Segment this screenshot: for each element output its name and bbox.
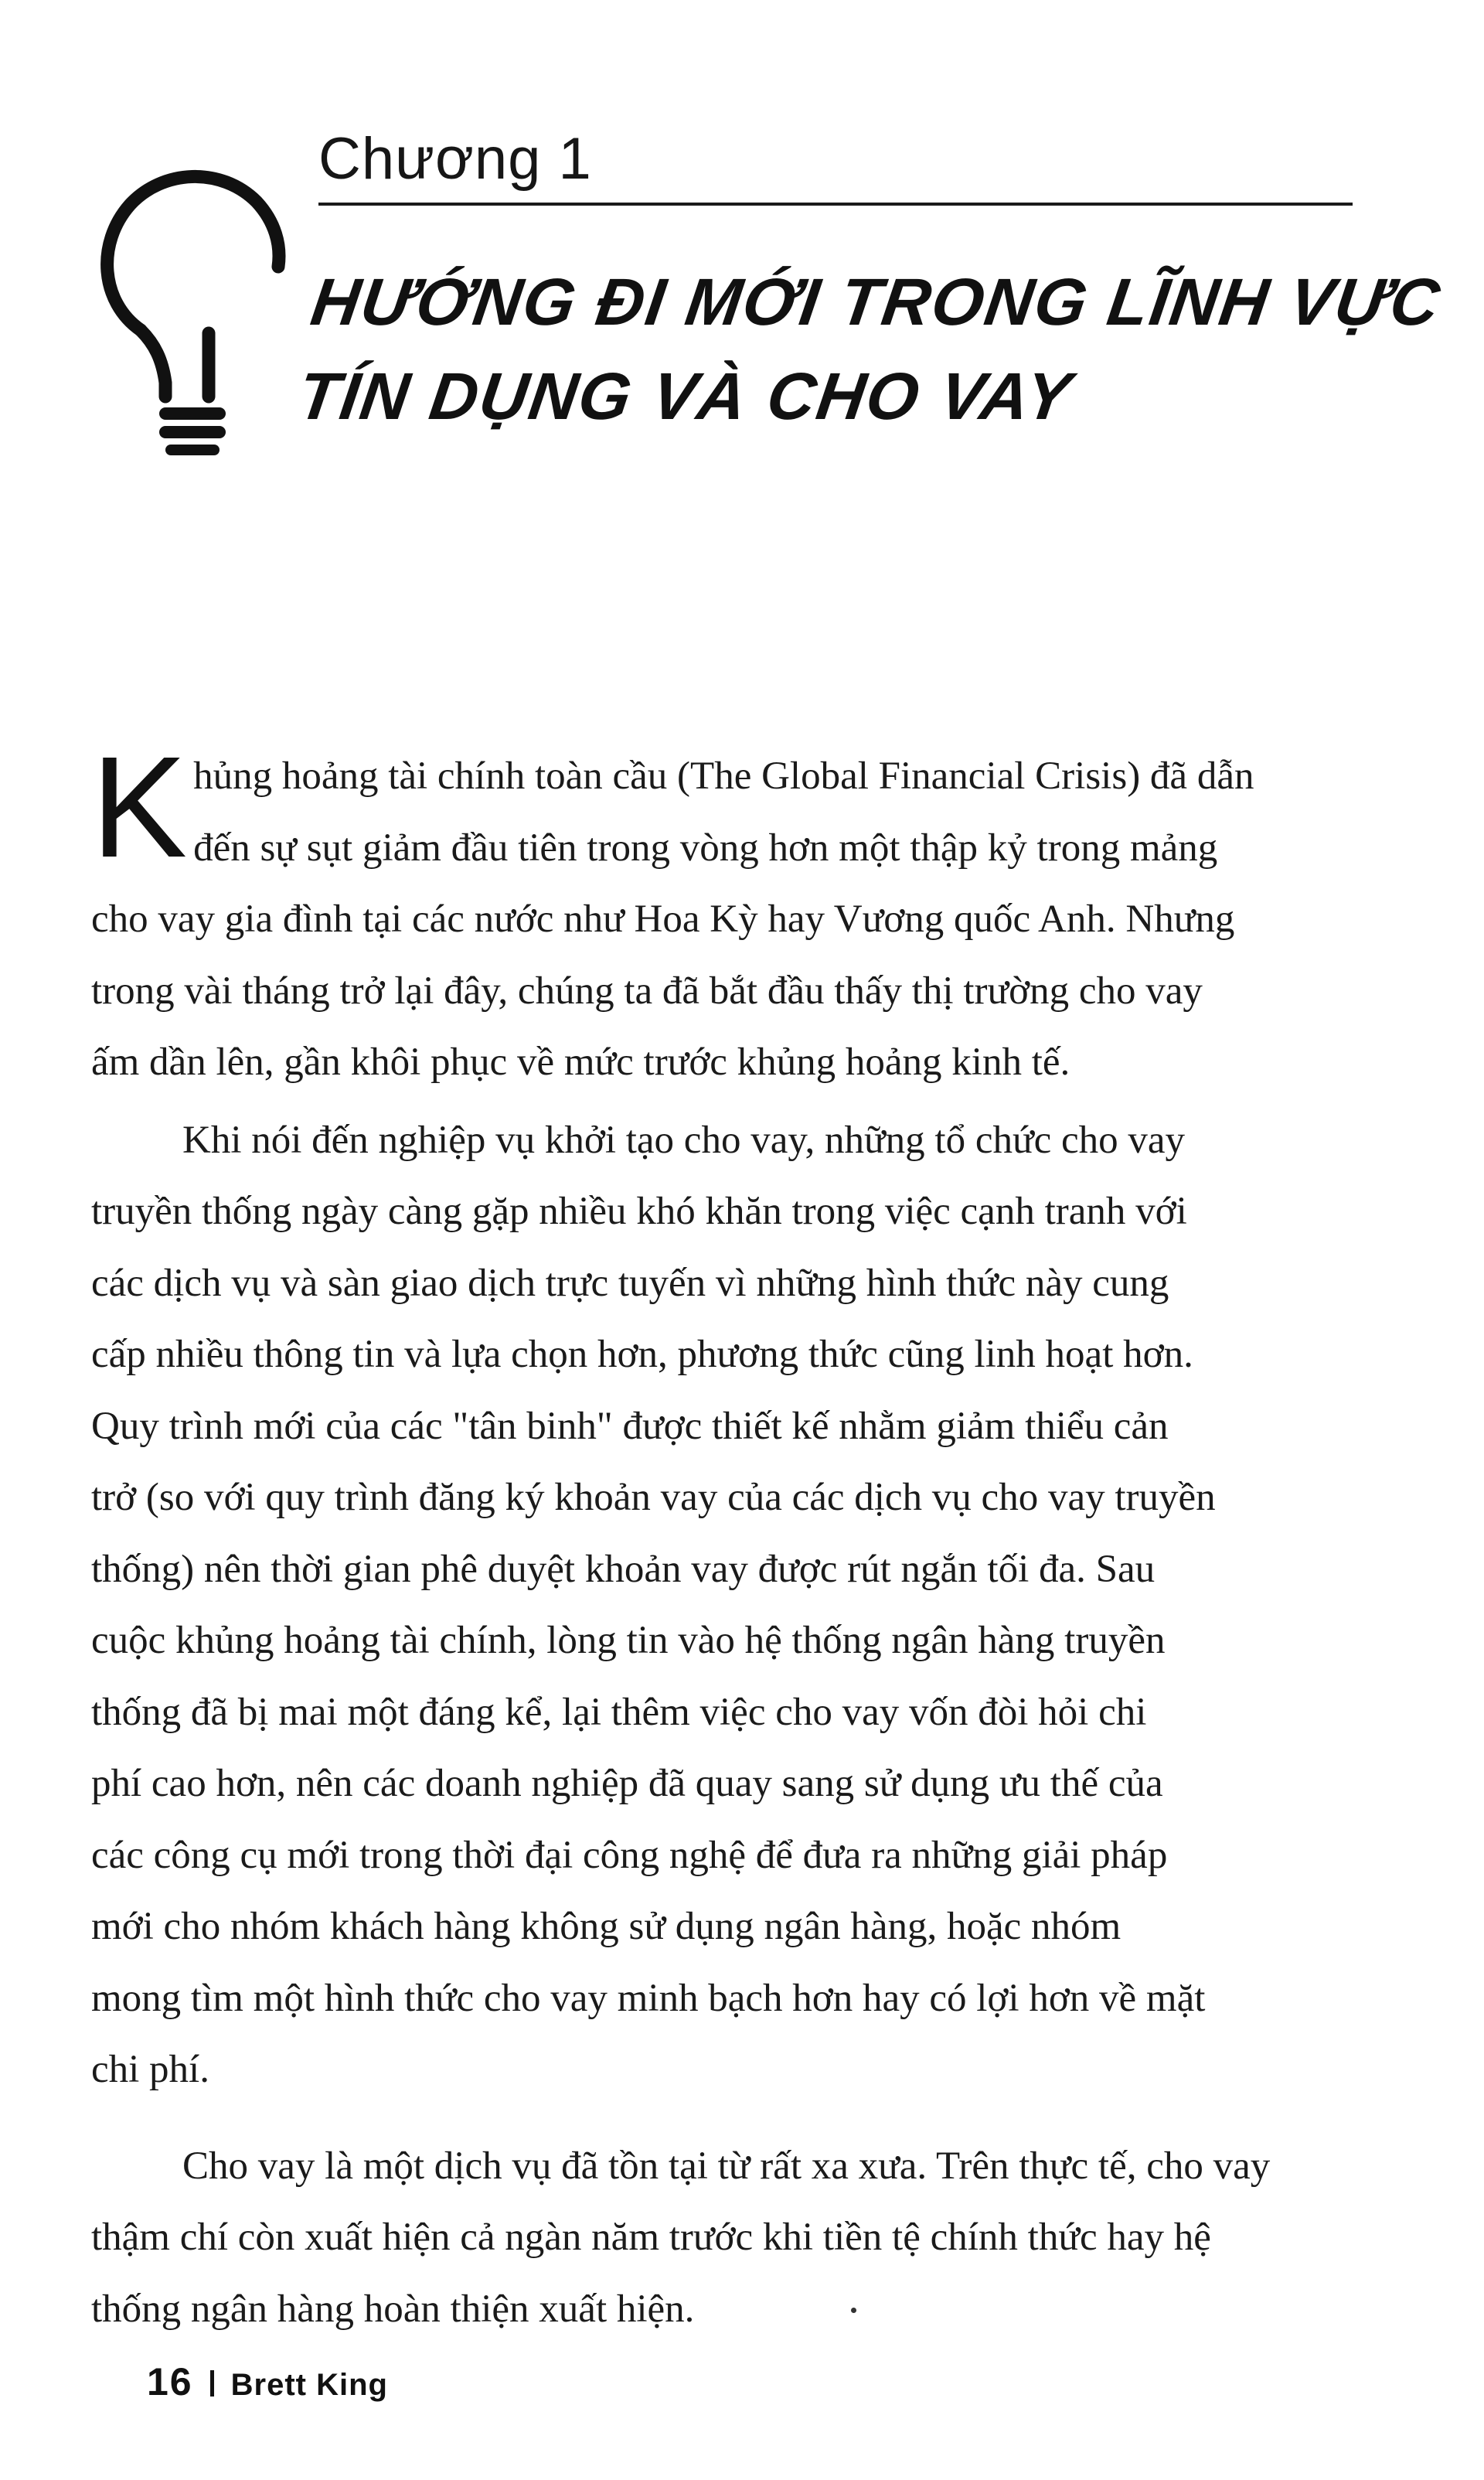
page-number: 16 [147,2360,193,2403]
chapter-title-line-2: TÍN DỤNG VÀ CHO VAY [293,359,1077,434]
paragraph-3-line: thậm chí còn xuất hiện cả ngàn năm trước khi tiền tệ chính thức hay hệ [91,2216,1211,2259]
paragraph-2-line: mong tìm một hình thức cho vay minh bạch hơn hay có lợi hơn về mặt [91,1976,1206,2020]
paragraph-3-line: Cho vay là một dịch vụ đã tồn tại từ rất xa xưa. Trên thực tế, cho vay [182,2144,1271,2188]
paragraph-2-line: trở (so với quy trình đăng ký khoản vay của các dịch vụ cho vay truyền [91,1476,1216,1519]
paragraph-1-line: đến sự sụt giảm đầu tiên trong vòng hơn một thập kỷ trong mảng [193,826,1218,870]
paragraph-2-line: thống) nên thời gian phê duyệt khoản vay được rút ngắn tối đa. Sau [91,1547,1156,1591]
running-author: Brett King [230,2368,388,2402]
paragraph-2-line: các công cụ mới trong thời đại công nghệ để đưa ra những giải pháp [91,1833,1168,1877]
paragraph-2-line: các dịch vụ và sàn giao dịch trực tuyến vì những hình thức này cung [91,1261,1169,1305]
chapter-title [292,255,1446,444]
drop-cap: K [91,727,188,887]
paragraph-2-line: cấp nhiều thông tin và lựa chọn hơn, phương thức cũng linh hoạt hơn. [91,1333,1193,1376]
paragraph-2-line: mới cho nhóm khách hàng không sử dụng ngân hàng, hoặc nhóm [91,1905,1122,1948]
paragraph-3-line: thống ngân hàng hoàn thiện xuất hiện. [91,2287,695,2331]
page-footer [147,2359,388,2404]
lightbulb-icon [85,151,294,460]
paragraph-1 [91,727,1384,1099]
paragraph-1-line: cho vay gia đình tại các nước như Hoa Kỳ hay Vương quốc Anh. Nhưng [91,898,1235,941]
chapter-rule [318,203,1353,206]
paragraph-2-line: truyền thống ngày càng gặp nhiều khó khăn trong việc cạnh tranh với [91,1190,1187,1233]
paragraph-1-line: trong vài tháng trở lại đây, chúng ta đã bắt đầu thấy thị trường cho vay [91,969,1203,1013]
paragraph-1-line: ấm dần lên, gần khôi phục về mức trước khủng hoảng kinh tế. [91,1041,1070,1084]
paragraph-2-line: Quy trình mới của các "tân binh" được thiết kế nhằm giảm thiểu cản [91,1404,1169,1448]
print-speck [851,2308,856,2313]
paragraph-2-line: thống đã bị mai một đáng kể, lại thêm việc cho vay vốn đòi hỏi chi [91,1690,1147,1734]
chapter-label: Chương 1 [318,126,592,192]
body-text [91,727,1384,2345]
footer-separator [210,2370,214,2397]
paragraph-2-line: chi phí. [91,2048,209,2091]
paragraph-2-line: Khi nói đến nghiệp vụ khởi tạo cho vay, những tổ chức cho vay [182,1118,1186,1162]
paragraph-2-line: cuộc khủng hoảng tài chính, lòng tin vào hệ thống ngân hàng truyền [91,1619,1166,1662]
paragraph-2-line: phí cao hơn, nên các doanh nghiệp đã quay sang sử dụng ưu thế của [91,1762,1163,1805]
paragraph-1-line: hủng hoảng tài chính toàn cầu (The Global Financial Crisis) đã dẫn [193,755,1254,798]
chapter-title-line-1: HƯỚNG ĐI MỚI TRONG LĨNH VỰC [306,265,1446,339]
paragraph-3 [91,2131,1384,2345]
paragraph-2 [91,1105,1384,2106]
